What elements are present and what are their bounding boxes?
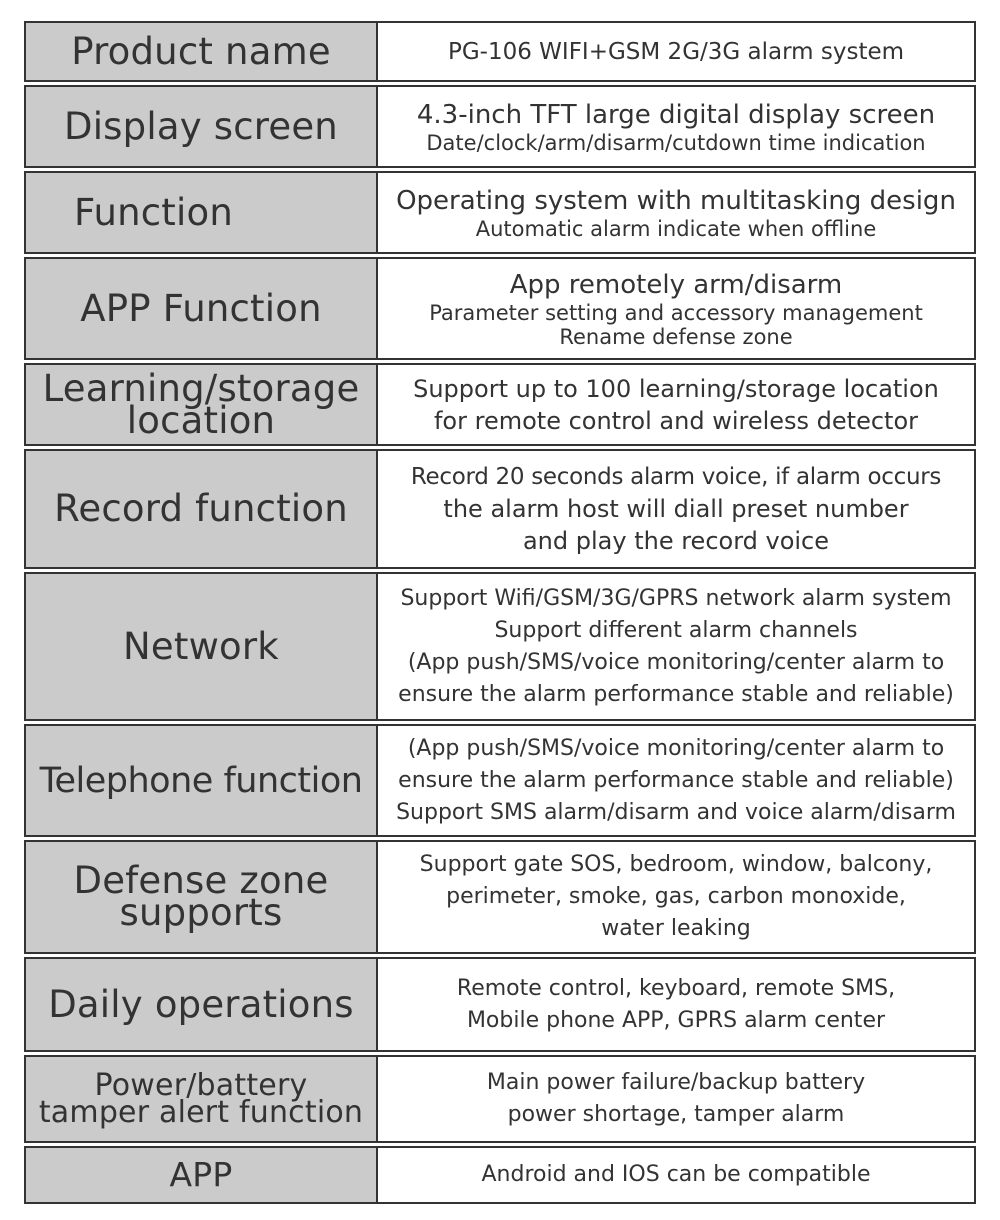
spec-row-record-function bbox=[24, 449, 976, 569]
spec-row-power-battery bbox=[24, 1055, 976, 1143]
row-label: Record function bbox=[26, 451, 378, 567]
value-line: Automatic alarm indicate when offline bbox=[475, 216, 877, 241]
value-line: Android and IOS can be compatible bbox=[481, 1162, 871, 1187]
value-line: Mobile phone APP, GPRS alarm center bbox=[466, 1007, 886, 1033]
value-line: and play the record voice bbox=[522, 527, 830, 555]
row-value bbox=[378, 451, 974, 567]
value-line: Support up to 100 learning/storage location bbox=[413, 374, 939, 403]
row-value bbox=[378, 1148, 974, 1202]
spec-row-telephone-function bbox=[24, 724, 976, 837]
row-value bbox=[378, 1057, 974, 1141]
row-value bbox=[378, 842, 974, 952]
value-line: Main power failure/backup battery bbox=[486, 1070, 866, 1095]
spec-row-function bbox=[24, 171, 976, 254]
value-line: Parameter setting and accessory management bbox=[429, 300, 923, 325]
row-label: Display screen bbox=[26, 87, 378, 166]
spec-table bbox=[24, 21, 976, 1207]
row-label: Daily operations bbox=[26, 959, 378, 1050]
spec-row-learning-storage bbox=[24, 363, 976, 446]
spec-row-daily-operations bbox=[24, 957, 976, 1052]
row-label: Telephone function bbox=[26, 726, 378, 835]
value-line: Support SMS alarm/disarm and voice alarm/disarm bbox=[396, 799, 956, 825]
spec-row-app-function bbox=[24, 257, 976, 360]
row-label: APP Function bbox=[26, 259, 378, 358]
row-value bbox=[378, 23, 974, 80]
value-line: Support gate SOS, bedroom, window, balcony, bbox=[419, 852, 933, 877]
row-value bbox=[378, 259, 974, 358]
value-line: 4.3-inch TFT large digital display screen bbox=[416, 99, 936, 130]
row-value bbox=[378, 365, 974, 444]
value-line: Support different alarm channels bbox=[494, 617, 858, 643]
spec-row-defense-zone bbox=[24, 840, 976, 954]
value-line: Support Wifi/GSM/3G/GPRS network alarm system bbox=[400, 585, 952, 611]
row-value bbox=[378, 726, 974, 835]
row-label: Power/battery tamper alert function bbox=[26, 1057, 378, 1141]
row-label: Product name bbox=[26, 23, 378, 80]
value-line: (App push/SMS/voice monitoring/center alarm to bbox=[407, 649, 945, 675]
value-line: PG-106 WIFI+GSM 2G/3G alarm system bbox=[447, 38, 905, 65]
row-label: Network bbox=[26, 574, 378, 719]
value-line: ensure the alarm performance stable and reliable) bbox=[398, 681, 954, 707]
value-line: water leaking bbox=[601, 916, 751, 941]
row-label: Function bbox=[26, 173, 378, 252]
spec-row-network bbox=[24, 572, 976, 721]
row-value bbox=[378, 574, 974, 719]
value-line: Record 20 seconds alarm voice, if alarm occurs bbox=[410, 464, 942, 490]
spec-row-display-screen bbox=[24, 85, 976, 168]
spec-row-product-name bbox=[24, 21, 976, 82]
row-label: Learning/storage location bbox=[26, 365, 378, 444]
value-line: Remote control, keyboard, remote SMS, bbox=[456, 975, 896, 1001]
value-line: Operating system with multitasking design bbox=[396, 185, 956, 216]
value-line: App remotely arm/disarm bbox=[509, 269, 843, 300]
value-line: power shortage, tamper alarm bbox=[507, 1102, 845, 1127]
value-line: perimeter, smoke, gas, carbon monoxide, bbox=[446, 884, 906, 909]
value-line: ensure the alarm performance stable and reliable) bbox=[398, 767, 954, 793]
row-label: Defense zone supports bbox=[26, 842, 378, 952]
row-value bbox=[378, 87, 974, 166]
value-line: Date/clock/arm/disarm/cutdown time indication bbox=[426, 130, 926, 155]
value-line: the alarm host will diall preset number bbox=[443, 495, 909, 523]
value-line: for remote control and wireless detector bbox=[433, 406, 918, 435]
value-line: Rename defense zone bbox=[559, 324, 793, 349]
row-value bbox=[378, 173, 974, 252]
spec-row-app bbox=[24, 1146, 976, 1204]
row-value bbox=[378, 959, 974, 1050]
row-label: APP bbox=[26, 1148, 378, 1202]
value-line: (App push/SMS/voice monitoring/center alarm to bbox=[407, 735, 945, 761]
